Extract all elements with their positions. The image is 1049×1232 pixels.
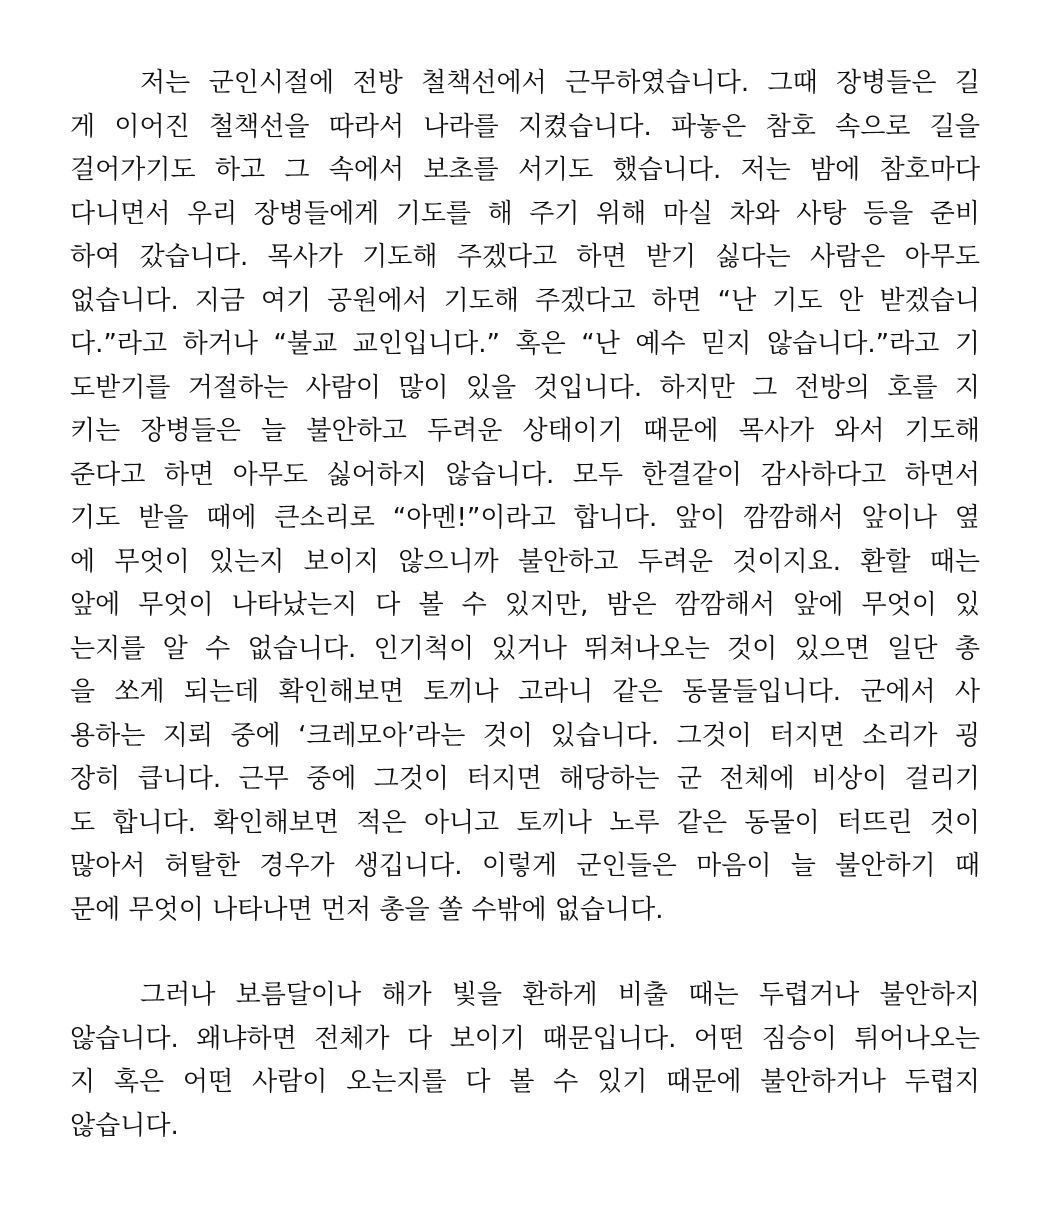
text-line: 지 혹은 어떤 사람이 오는지를 다 볼 수 있기 때문에 불안하거나 두렵지: [70, 1067, 980, 1097]
text-line: 않습니다. 왜냐하면 전체가 다 보이기 때문입니다. 어떤 짐승이 튀어나오는: [70, 1023, 980, 1054]
text-line: 기도 받을 때에 큰소리로 “아멘!”이라고 합니다. 앞이 깜깜해서 앞이나 옆: [70, 503, 980, 533]
text-line: 앞에 무엇이 나타났는지 다 볼 수 있지만, 밤은 깜깜해서 앞에 무엇이 있: [70, 590, 980, 620]
paragraph-1: [70, 62, 980, 932]
text-line: 준다고 하면 아무도 싫어하지 않습니다. 모두 한결같이 감사하다고 하면서: [70, 459, 980, 490]
text-line: 용하는 지뢰 중에 ‘크레모아’라는 것이 있습니다. 그것이 터지면 소리가 굉: [70, 720, 980, 751]
text-line: 게 이어진 철책선을 따라서 나라를 지켰습니다. 파놓은 참호 속으로 길을: [70, 111, 980, 142]
text-line: 않습니다.: [70, 1110, 179, 1141]
text-line: 저는 군인시절에 전방 철책선에서 근무하였습니다. 그때 장병들은 길: [140, 68, 980, 98]
text-line: 그러나 보름달이나 해가 빛을 환하게 비출 때는 두렵거나 불안하지: [140, 980, 980, 1010]
text-line: 장히 큽니다. 근무 중에 그것이 터지면 해당하는 군 전체에 비상이 걸리기: [70, 764, 980, 794]
text-line: 없습니다. 지금 여기 공원에서 기도해 주겠다고 하면 “난 기도 안 받겠습니: [70, 285, 980, 316]
paragraph-2: [70, 974, 980, 1148]
text-line: 많아서 허탈한 경우가 생깁니다. 이렇게 군인들은 마음이 늘 불안하기 때: [70, 851, 980, 881]
text-line: 도 합니다. 확인해보면 적은 아니고 토끼나 노루 같은 동물이 터뜨린 것이: [70, 807, 980, 838]
text-line: 다니면서 우리 장병들에게 기도를 해 주기 위해 마실 차와 사탕 등을 준비: [70, 198, 980, 229]
text-line: 에 무엇이 있는지 보이지 않으니까 불안하고 두려운 것이지요. 환할 때는: [70, 546, 980, 577]
text-line: 걸어가기도 하고 그 속에서 보초를 서기도 했습니다. 저는 밤에 참호마다: [70, 155, 980, 185]
text-line: 하여 갔습니다. 목사가 기도해 주겠다고 하면 받기 싫다는 사람은 아무도: [70, 242, 980, 272]
text-line: 는지를 알 수 없습니다. 인기척이 있거나 뛰쳐나오는 것이 있으면 일단 총: [70, 633, 980, 664]
text-line: 도받기를 거절하는 사람이 많이 있을 것입니다. 하지만 그 전방의 호를 지: [70, 372, 980, 403]
document-page: [70, 62, 980, 1148]
text-line: 다.”라고 하거나 “불교 교인입니다.” 혹은 “난 예수 믿지 않습니다.”라고 기: [70, 329, 980, 359]
text-line: 문에 무엇이 나타나면 먼저 총을 쏠 수밖에 없습니다.: [70, 894, 664, 925]
text-line: 키는 장병들은 늘 불안하고 두려운 상태이기 때문에 목사가 와서 기도해: [70, 416, 980, 446]
paragraph-spacer: [70, 932, 980, 974]
text-line: 을 쏘게 되는데 확인해보면 토끼나 고라니 같은 동물들입니다. 군에서 사: [70, 677, 980, 707]
